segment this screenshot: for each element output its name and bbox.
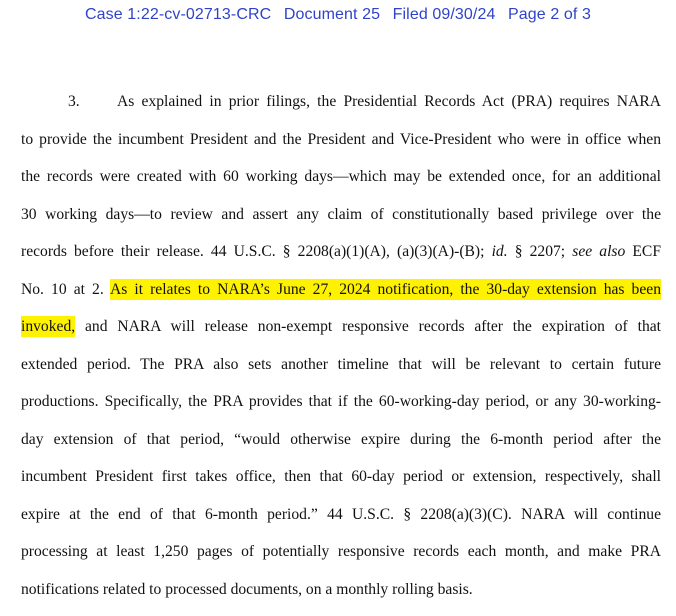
text-line: No. 10 at 2. As it relates to NARA’s June 27, 2024 notification, the 30-day extension has been <box>21 279 661 317</box>
paragraph-3 <box>21 91 661 616</box>
text-line: 30 working days—to review and assert any claim of constitutionally based privilege over the <box>21 204 661 242</box>
paragraph-number: 3. <box>68 91 117 113</box>
text-line: invoked, and NARA will release non-exempt responsive records after the expiration of that <box>21 316 661 354</box>
text-line: processing at least 1,250 pages of potentially responsive records each month, and make PRA <box>21 541 661 579</box>
document-number: Document 25 <box>284 6 380 23</box>
text-line: productions. Specifically, the PRA provides that if the 60-working-day period, or any 30-working- <box>21 391 661 429</box>
text-line: expire at the end of that 6-month period.” 44 U.S.C. § 2208(a)(3)(C). NARA will continue <box>21 504 661 542</box>
text-line: day extension of that period, “would otherwise expire during the 6-month period after the <box>21 429 661 467</box>
text-line: extended period. The PRA also sets another timeline that will be relevant to certain future <box>21 354 661 392</box>
text-line: to provide the incumbent President and the President and Vice-President who were in office when <box>21 129 661 167</box>
text-line: records before their release. 44 U.S.C. § 2208(a)(1)(A), (a)(3)(A)-(B); id. § 2207; see also ECF <box>21 241 661 279</box>
text-line: the records were created with 60 working days—which may be extended once, for an additional <box>21 166 661 204</box>
text-line: incumbent President first takes office, then that 60-day period or extension, respectively, shall <box>21 466 661 504</box>
highlighted-text: invoked, <box>21 316 75 337</box>
text-line: 3. As explained in prior filings, the Presidential Records Act (PRA) requires NARA <box>21 91 661 129</box>
case-header <box>0 6 676 24</box>
case-number: Case 1:22-cv-02713-CRC <box>85 6 271 23</box>
text-line: notifications related to processed documents, on a monthly rolling basis. <box>21 579 661 616</box>
highlighted-text: As it relates to NARA’s June 27, 2024 notification, the 30-day extension has been <box>110 279 661 300</box>
filed-date: Filed 09/30/24 <box>393 6 496 23</box>
page-indicator: Page 2 of 3 <box>508 6 591 23</box>
